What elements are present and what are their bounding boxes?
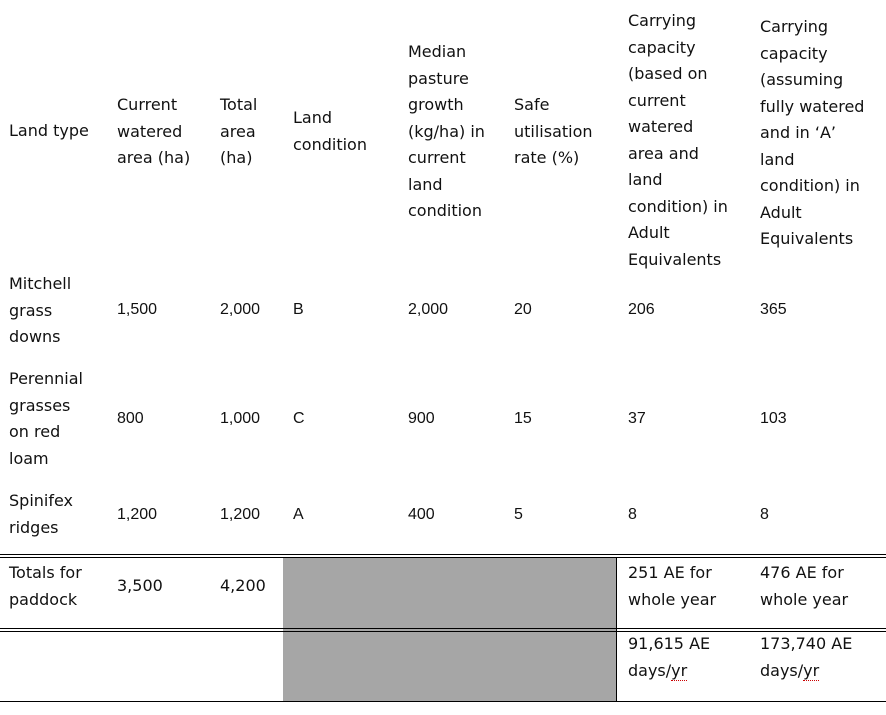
row-1-cc-current: 206 <box>628 301 655 318</box>
row-2-cc-full: 103 <box>760 410 787 427</box>
header-total-area: Total area (ha) <box>220 95 258 167</box>
totals-total: 4,200 <box>220 576 266 595</box>
totals-cc-current-days <box>628 631 710 684</box>
row-3-condition: A <box>293 506 304 523</box>
divider-days-top-2 <box>0 631 886 632</box>
totals-cc-current-days-num: 91,615 AE <box>628 634 711 653</box>
row-1-cc-full: 365 <box>760 301 787 318</box>
grey-merged-cell <box>283 558 616 701</box>
grey-cell-right-border <box>616 558 617 701</box>
row-1-land-type: Mitchell grass downs <box>9 274 72 346</box>
row-3-total: 1,200 <box>220 506 261 523</box>
row-2-watered: 800 <box>117 410 144 427</box>
header-land-condition: Land condition <box>293 108 367 154</box>
row-1-total: 2,000 <box>220 301 261 318</box>
row-1-watered: 1,500 <box>117 301 158 318</box>
header-current-watered-area: Current watered area (ha) <box>117 95 191 167</box>
totals-cc-full-days-num: 173,740 AE <box>760 634 853 653</box>
divider-totals-top <box>0 554 886 555</box>
header-land-type: Land type <box>9 121 89 140</box>
header-median-pasture-growth: Median pasture growth (kg/ha) in current land condition <box>408 42 485 220</box>
totals-cc-current-days-unit: days/ <box>628 660 672 680</box>
row-2-growth: 900 <box>408 410 435 427</box>
header-carrying-capacity-full: Carrying capacity (assuming fully watered and in ‘A’ land condition) in Adult Equivalents <box>760 17 865 248</box>
row-3-cc-full: 8 <box>760 506 769 523</box>
totals-watered: 3,500 <box>117 576 163 595</box>
row-3-land-type: Spinifex ridges <box>9 491 74 537</box>
row-2-total: 1,000 <box>220 410 261 427</box>
divider-days-top <box>0 628 886 629</box>
row-2-cc-current: 37 <box>628 410 646 427</box>
row-2-util: 15 <box>514 410 532 427</box>
row-3-growth: 400 <box>408 506 435 523</box>
totals-cc-full-days-yr: yr <box>803 660 820 680</box>
row-1-util: 20 <box>514 301 532 318</box>
row-1-growth: 2,000 <box>408 301 449 318</box>
row-2-condition: C <box>293 410 305 427</box>
header-carrying-capacity-current: Carrying capacity (based on current watered area and land condition) in Adult Equivalents <box>628 11 728 269</box>
row-3-watered: 1,200 <box>117 506 158 523</box>
header-safe-utilisation-rate: Safe utilisation rate (%) <box>514 95 593 167</box>
totals-cc-current-days-yr: yr <box>671 660 688 680</box>
totals-label: Totals for paddock <box>9 563 82 609</box>
totals-cc-full-days-unit: days/ <box>760 660 804 680</box>
totals-cc-full-days <box>760 631 852 684</box>
divider-bottom <box>0 701 886 702</box>
row-1-condition: B <box>293 301 304 318</box>
row-2-land-type: Perennial grasses on red loam <box>9 369 83 468</box>
row-3-util: 5 <box>514 506 523 523</box>
row-3-cc-current: 8 <box>628 506 637 523</box>
totals-cc-current-year: 251 AE for whole year <box>628 563 717 609</box>
totals-cc-full-year: 476 AE for whole year <box>760 563 849 609</box>
